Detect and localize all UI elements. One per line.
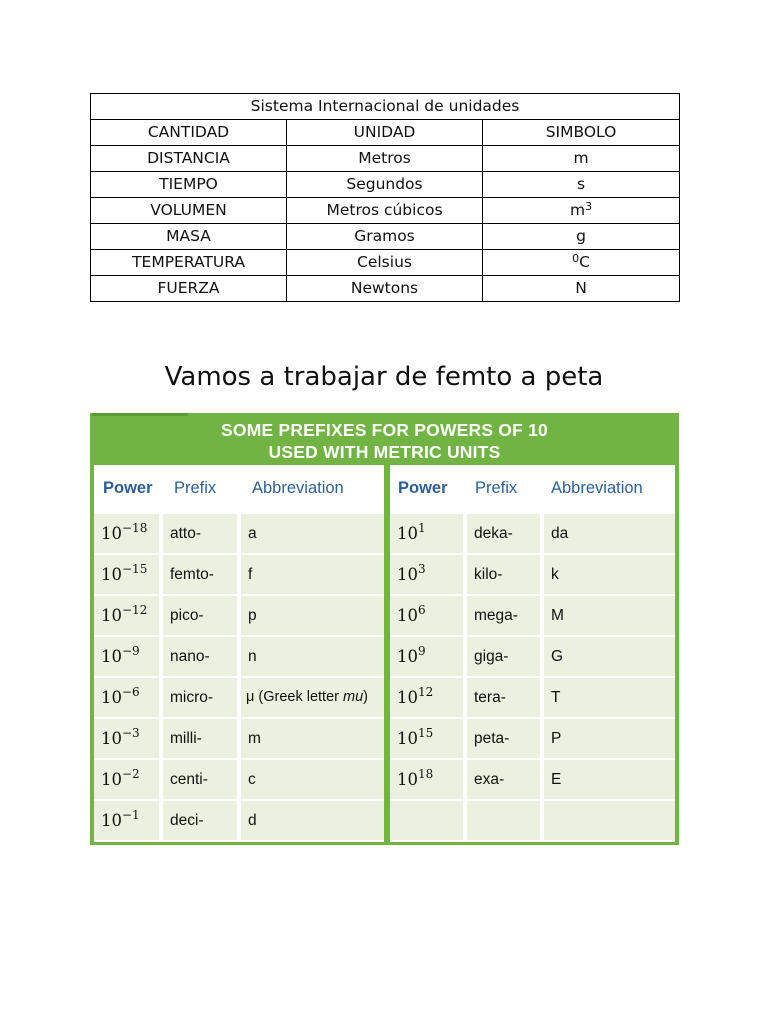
power-exponent: 12	[418, 685, 434, 699]
abbreviation-cell	[241, 596, 384, 635]
power-cell	[390, 514, 463, 553]
si-unidad: Celsius	[287, 250, 483, 276]
power-cell	[94, 801, 159, 840]
abbreviation-cell	[241, 514, 384, 553]
si-simbolo: m	[483, 146, 680, 172]
abbreviation-text: f	[248, 566, 253, 583]
power-cell	[390, 555, 463, 594]
si-simbolo: g	[483, 224, 680, 250]
abbreviation-text: d	[248, 812, 257, 829]
power-base: 10	[397, 770, 418, 789]
table-row	[94, 801, 384, 840]
table-row	[91, 224, 680, 250]
power-base: 10	[397, 606, 418, 625]
prefix-cell: micro-	[163, 678, 237, 717]
table-row	[390, 801, 675, 840]
header-power: Power	[103, 479, 153, 497]
abbreviation-cell	[544, 678, 675, 717]
table-row	[94, 555, 384, 594]
power-exponent: 15	[418, 726, 434, 740]
power-base: 10	[397, 647, 418, 666]
abbreviation-cell	[544, 760, 675, 799]
power-base: 10	[101, 606, 122, 625]
power-base: 10	[397, 688, 418, 707]
si-unidad: Metros	[287, 146, 483, 172]
prefix-left-header-row	[94, 465, 384, 512]
si-unidad: Newtons	[287, 276, 483, 302]
prefix-cell	[467, 801, 540, 840]
power-exponent: −12	[122, 603, 148, 617]
table-row	[390, 760, 675, 799]
abbreviation-text: da	[551, 525, 569, 542]
si-unidad: Metros cúbicos	[287, 198, 483, 224]
prefix-cell: tera-	[467, 678, 540, 717]
table-row	[91, 276, 680, 302]
prefix-cell: milli-	[163, 719, 237, 758]
header-power: Power	[398, 479, 448, 497]
prefix-left-block	[94, 465, 384, 842]
prefix-table	[90, 413, 679, 845]
power-base: 10	[101, 688, 122, 707]
prefix-cell: kilo-	[467, 555, 540, 594]
si-simbolo: $m^3$	[483, 198, 680, 224]
prefix-cell: exa-	[467, 760, 540, 799]
prefix-right-header-row	[390, 465, 675, 512]
si-unidad: Segundos	[287, 172, 483, 198]
prefix-cell: deci-	[163, 801, 237, 840]
abbreviation-cell	[241, 637, 384, 676]
power-exponent: −15	[122, 562, 148, 576]
si-simbolo: s	[483, 172, 680, 198]
abbreviation-cell	[544, 555, 675, 594]
abbreviation-cell	[241, 719, 384, 758]
abbreviation-text: k	[551, 566, 559, 583]
power-cell	[390, 801, 463, 840]
power-cell	[390, 719, 463, 758]
abbreviation-cell	[241, 555, 384, 594]
table-row	[390, 637, 675, 676]
power-base: 10	[101, 729, 122, 748]
table-row	[94, 719, 384, 758]
table-row	[390, 596, 675, 635]
table-row	[390, 514, 675, 553]
header-abbreviation: Abbreviation	[252, 479, 344, 497]
prefix-cell: femto-	[163, 555, 237, 594]
si-header-unidad: UNIDAD	[287, 120, 483, 146]
header-abbreviation: Abbreviation	[551, 479, 643, 497]
table-row	[94, 637, 384, 676]
abbreviation-cell	[241, 760, 384, 799]
power-base: 10	[101, 565, 122, 584]
si-units-table	[90, 93, 680, 302]
abbreviation-text: E	[551, 771, 562, 788]
abbreviation-end: )	[363, 689, 368, 705]
table-row	[94, 678, 384, 717]
prefix-cell: deka-	[467, 514, 540, 553]
abbreviation-cell	[544, 596, 675, 635]
table-row	[91, 250, 680, 276]
abbreviation-text: μ (Greek letter	[246, 689, 343, 705]
si-table-title-row	[91, 94, 680, 120]
prefix-cell: giga-	[467, 637, 540, 676]
table-row	[390, 555, 675, 594]
prefix-cell: centi-	[163, 760, 237, 799]
header-prefix: Prefix	[475, 479, 518, 497]
power-base: 10	[101, 770, 122, 789]
abbreviation-text: T	[551, 689, 561, 706]
power-exponent: −18	[122, 521, 148, 535]
power-cell	[94, 678, 159, 717]
power-exponent: −6	[122, 685, 140, 699]
power-cell	[94, 514, 159, 553]
power-base: 10	[397, 729, 418, 748]
abbreviation-text: a	[248, 525, 257, 542]
table-row	[94, 760, 384, 799]
abbreviation-text: P	[551, 730, 562, 747]
abbreviation-cell	[544, 801, 675, 840]
power-exponent: 1	[418, 521, 426, 535]
power-cell	[94, 555, 159, 594]
abbreviation-cell	[544, 514, 675, 553]
abbreviation-cell	[544, 719, 675, 758]
prefix-left-rows	[94, 512, 384, 842]
power-cell	[390, 637, 463, 676]
header-prefix: Prefix	[174, 479, 217, 497]
power-cell	[94, 760, 159, 799]
table-row	[94, 514, 384, 553]
si-cantidad: TIEMPO	[91, 172, 287, 198]
abbreviation-text: c	[248, 771, 256, 788]
power-cell	[390, 596, 463, 635]
abbreviation-cell	[241, 678, 384, 717]
si-cantidad: FUERZA	[91, 276, 287, 302]
power-cell	[94, 719, 159, 758]
power-base: 10	[101, 524, 122, 543]
power-exponent: 6	[418, 603, 426, 617]
si-simbolo: $^0$C	[483, 250, 680, 276]
si-unidad: Gramos	[287, 224, 483, 250]
table-row	[94, 596, 384, 635]
abbreviation-cell	[544, 637, 675, 676]
power-exponent: 9	[418, 644, 426, 658]
si-header-cantidad: CANTIDAD	[91, 120, 287, 146]
power-base: 10	[397, 524, 418, 543]
si-table-title: Sistema Internacional de unidades	[91, 94, 680, 120]
si-simbolo: N	[483, 276, 680, 302]
table-row	[91, 198, 680, 224]
si-cantidad: MASA	[91, 224, 287, 250]
power-exponent: 3	[418, 562, 426, 576]
abbreviation-text: m	[248, 730, 261, 747]
abbreviation-text: M	[551, 607, 564, 624]
table-row	[91, 146, 680, 172]
table-row	[390, 719, 675, 758]
power-base: 10	[101, 647, 122, 666]
power-cell	[94, 637, 159, 676]
prefix-cell: atto-	[163, 514, 237, 553]
power-exponent: −2	[122, 767, 140, 781]
prefix-cell: mega-	[467, 596, 540, 635]
prefix-cell: peta-	[467, 719, 540, 758]
power-base: 10	[101, 811, 122, 830]
abbreviation-text: G	[551, 648, 564, 665]
si-cantidad: DISTANCIA	[91, 146, 287, 172]
power-exponent: −1	[122, 808, 140, 822]
panel-tab-decoration	[92, 413, 188, 416]
si-table-header-row	[91, 120, 680, 146]
si-cantidad: TEMPERATURA	[91, 250, 287, 276]
prefix-title-line1: SOME PREFIXES FOR POWERS OF 10	[221, 420, 548, 440]
prefix-right-block	[390, 465, 675, 842]
power-base: 10	[397, 565, 418, 584]
power-exponent: −3	[122, 726, 140, 740]
si-header-simbolo: SIMBOLO	[483, 120, 680, 146]
power-exponent: −9	[122, 644, 140, 658]
abbreviation-text: n	[248, 648, 257, 665]
prefix-cell: pico-	[163, 596, 237, 635]
prefix-table-title	[90, 419, 679, 463]
si-cantidad: VOLUMEN	[91, 198, 287, 224]
power-cell	[94, 596, 159, 635]
power-cell	[390, 678, 463, 717]
table-row	[390, 678, 675, 717]
prefix-title-line2: USED WITH METRIC UNITS	[268, 442, 501, 462]
prefix-cell: nano-	[163, 637, 237, 676]
power-exponent: 18	[418, 767, 434, 781]
prefix-right-rows	[390, 512, 675, 842]
power-cell	[390, 760, 463, 799]
abbreviation-italic: mu	[343, 689, 364, 705]
abbreviation-text: p	[248, 607, 257, 624]
abbreviation-cell	[241, 801, 384, 840]
page-heading: Vamos a trabajar de femto a peta	[164, 362, 604, 392]
table-row	[91, 172, 680, 198]
